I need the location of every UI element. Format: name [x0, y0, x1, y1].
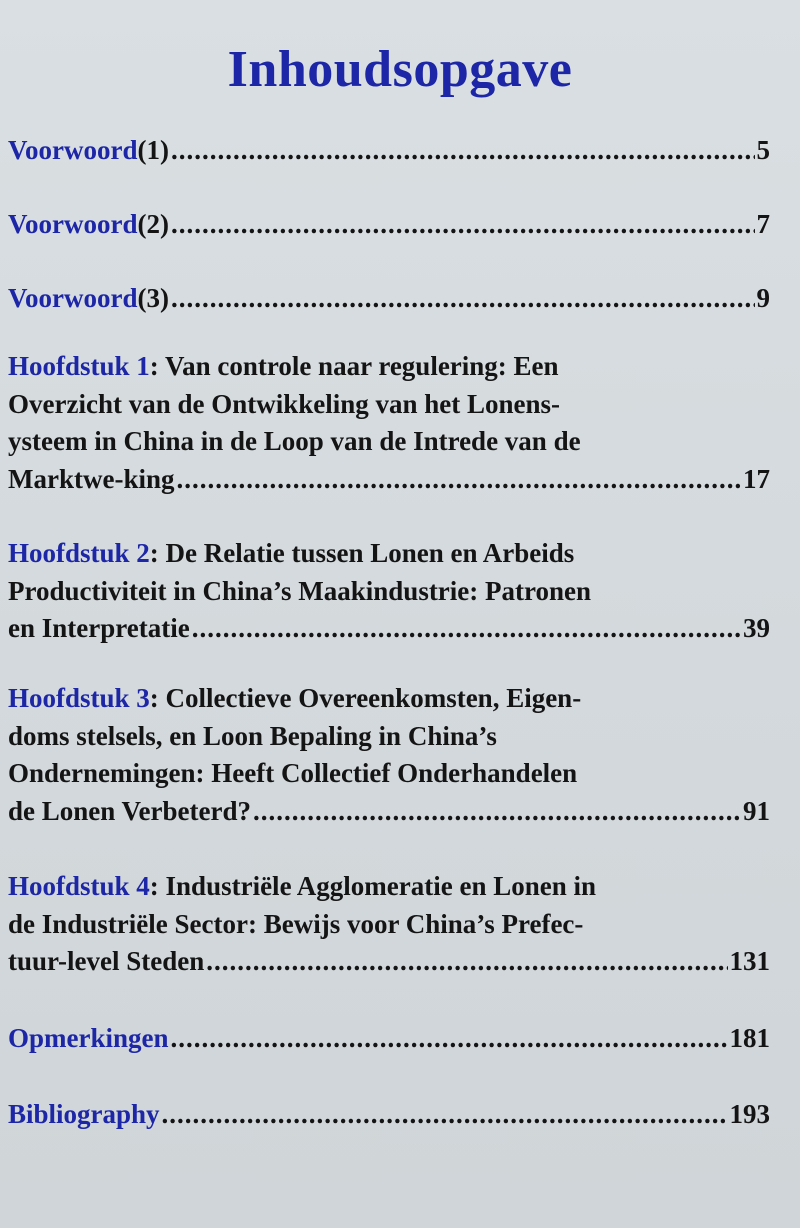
- toc-entry-hoofdstuk-3[interactable]: [8, 680, 770, 830]
- page-number: 9: [756, 283, 770, 313]
- entry-title-line: Overzicht van de Ontwikkeling van het Lonens-: [8, 388, 561, 419]
- entry-title-last: de Lonen Verbeterd?: [8, 795, 251, 826]
- page-title: Inhoudsopgave: [227, 41, 573, 98]
- entry-label: Opmerkingen: [8, 1023, 169, 1053]
- page-number: 91: [743, 795, 770, 826]
- dot-leader: [192, 610, 741, 648]
- dot-leader: [171, 280, 755, 318]
- entry-title: : Industriële Agglomeratie en Lonen in: [149, 871, 597, 901]
- entry-label: Bibliography: [8, 1099, 160, 1129]
- entry-label: Hoofdstuk 4: [8, 871, 150, 901]
- toc-entry-voorwoord-2[interactable]: [8, 206, 770, 244]
- entry-title-line: Ondernemingen: Heeft Collectief Onderhandelen: [8, 758, 578, 788]
- entry-label: Voorwoord: [8, 283, 138, 313]
- entry-title-line: doms stelsels, en Loon Bepaling in China’s: [8, 720, 497, 751]
- entry-title-last: tuur-level Steden: [8, 946, 205, 976]
- toc-entry-bibliography[interactable]: [8, 1096, 770, 1134]
- entry-title-last: Marktwe-king: [8, 463, 175, 494]
- toc-entry-hoofdstuk-1[interactable]: [8, 348, 770, 498]
- toc-entry-opmerkingen[interactable]: [8, 1020, 770, 1058]
- page-number: 131: [729, 946, 770, 976]
- entry-title-line: de Industriële Sector: Bewijs voor China’s Prefec-: [8, 908, 584, 939]
- entry-title: : De Relatie tussen Lonen en Arbeids: [149, 538, 575, 568]
- toc-entry-voorwoord-1[interactable]: [8, 132, 770, 170]
- entry-label: Hoofdstuk 1: [8, 351, 150, 381]
- dot-leader: [206, 943, 727, 981]
- entry-suffix: (2): [137, 209, 169, 239]
- entry-label: Voorwoord: [8, 209, 138, 239]
- entry-label: Hoofdstuk 3: [8, 683, 150, 713]
- dot-leader: [162, 1096, 728, 1134]
- page-number: 193: [729, 1099, 770, 1129]
- entry-title: : Van controle naar regulering: Een: [149, 351, 559, 381]
- entry-label: Voorwoord: [8, 135, 138, 165]
- entry-title-last: en Interpretatie: [8, 613, 190, 643]
- entry-suffix: (3): [137, 283, 169, 313]
- entry-suffix: (1): [137, 135, 169, 165]
- dot-leader: [171, 1020, 728, 1058]
- toc-entry-voorwoord-3[interactable]: [8, 280, 770, 318]
- entry-label: Hoofdstuk 2: [8, 538, 150, 568]
- page-number: 39: [743, 613, 770, 643]
- entry-title: : Collectieve Overeenkomsten, Eigen-: [149, 683, 582, 713]
- entry-title-line: ysteem in China in de Loop van de Intrede van de: [8, 426, 581, 456]
- dot-leader: [253, 793, 741, 831]
- toc-entry-hoofdstuk-2[interactable]: [8, 535, 770, 648]
- dot-leader: [171, 206, 755, 244]
- page-number: 5: [756, 135, 770, 165]
- page-number: 17: [743, 463, 770, 494]
- dot-leader: [176, 461, 741, 499]
- page-number: 181: [729, 1023, 770, 1053]
- page-number: 7: [756, 209, 770, 239]
- dot-leader: [171, 132, 755, 170]
- toc-entry-hoofdstuk-4[interactable]: [8, 868, 770, 981]
- entry-title-line: Productiviteit in China’s Maakindustrie: Patronen: [8, 575, 592, 606]
